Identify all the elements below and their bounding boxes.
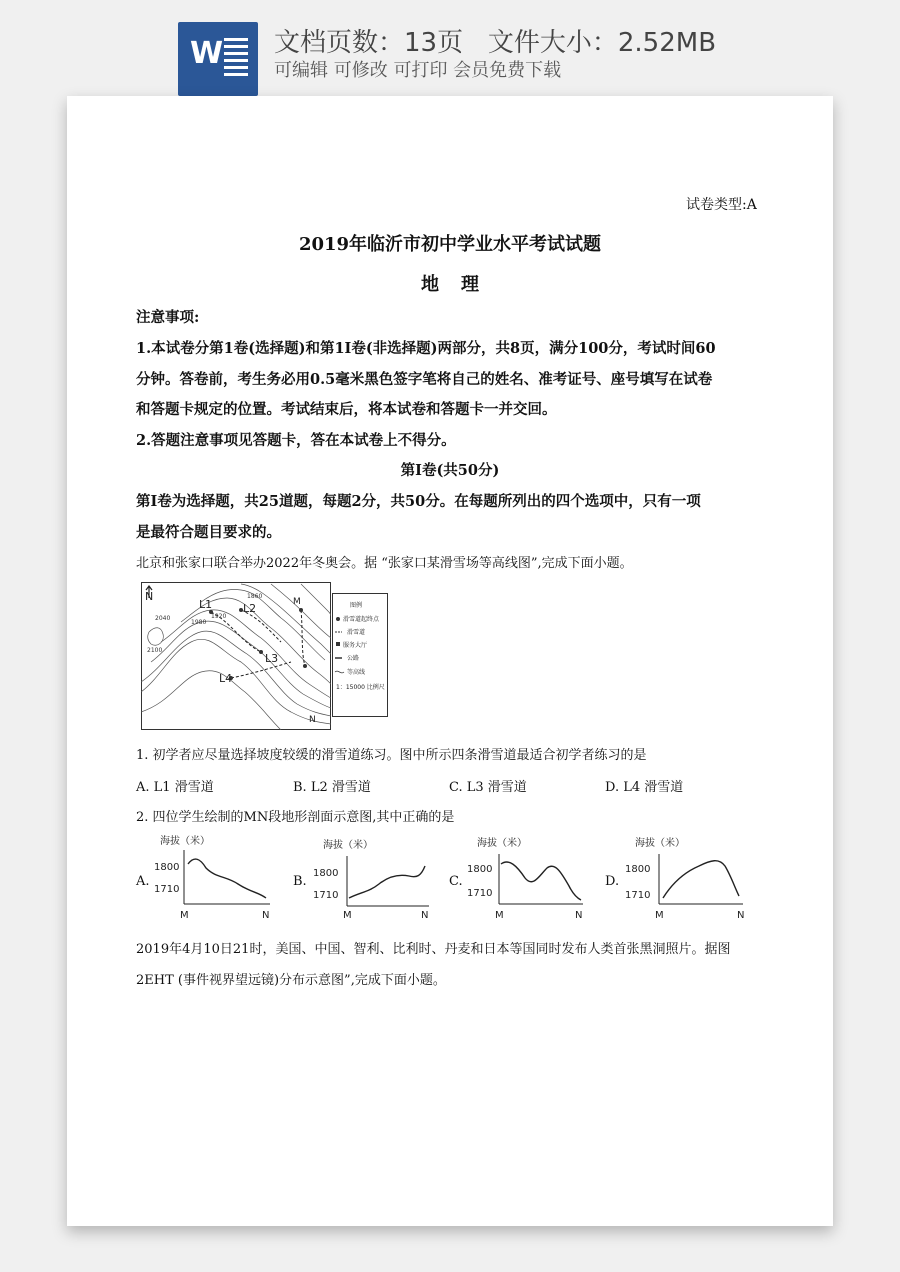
profile-tick: 1800 [467,864,493,875]
q1-option-d: D. L4 滑雪道 [605,780,684,795]
contour-label: 2100 [147,647,163,654]
profile-tick: 1710 [313,890,339,901]
question-1: 1. 初学者应尽量选择坡度较缓的滑雪道练习。图中所示四条滑雪道最适合初学者练习的是 [136,748,647,763]
question-intro-2-line2: 2EHT (事件视界望远镜)分布示意图”,完成下面小题。 [136,973,446,988]
legend-item: 滑雪道起终点 [343,616,380,623]
map-label-l2: L2 [243,602,257,615]
map-label-l4: L4 [219,672,233,685]
question-intro: 北京和张家口联合举办2022年冬奥会。据 “张家口某滑雪场等高线图”,完成下面小题。 [136,556,633,571]
download-banner [0,0,900,96]
profile-x-start: M [495,910,504,921]
profile-line [501,862,581,900]
q2-option-b-label: B. [293,874,307,889]
section-title: 第I卷(共50分) [400,462,500,479]
profile-tick: 1710 [467,888,493,899]
profile-chart-a [154,832,274,922]
profile-tick: 1800 [625,864,651,875]
profile-line [349,866,425,898]
contour-label: 1920 [211,613,227,620]
profile-chart-b [313,832,433,922]
notice-heading: 注意事项: [136,309,200,326]
q2-option-d-label: D. [605,874,620,889]
map-legend [332,593,388,717]
profile-ylabel: 海拔（米） [477,838,527,849]
legend-item: 1：15000 比例尺 [336,684,385,691]
map-label-l1: L1 [199,598,213,611]
doc-stats: 文档页数：13页 文件大小：2.52MB [274,28,717,58]
profile-line [663,861,739,898]
word-doc-icon [178,22,258,96]
profile-x-end: N [262,910,270,921]
profile-line [188,859,266,898]
profile-chart-c [467,832,587,922]
paper-type: 试卷类型:A [686,197,757,213]
doc-features: 可编辑 可修改 可打印 会员免费下载 [274,60,562,81]
profile-tick: 1710 [154,884,180,895]
question-2: 2. 四位学生绘制的MN段地形剖面示意图,其中正确的是 [136,810,455,825]
profile-ylabel: 海拔（米） [160,836,210,847]
legend-item: 等高线 [347,669,366,676]
legend-item: 滑雪道 [347,629,366,636]
profile-tick: 1800 [154,862,180,873]
exam-title: 2019年临沂市初中学业水平考试试题 [298,234,602,255]
q1-option-b: B. L2 滑雪道 [293,780,371,795]
map-label-m: M [293,597,301,607]
section-desc-line2: 是最符合题目要求的。 [136,524,281,541]
profile-x-start: M [180,910,189,921]
profile-ylabel: 海拔（米） [635,838,685,849]
profile-x-end: N [421,910,429,921]
contour-label: 2040 [155,615,171,622]
q2-option-a-label: A. [136,874,150,889]
legend-title: 图例 [350,602,363,609]
q1-option-a: A. L1 滑雪道 [136,780,214,795]
north-arrow-label: N [145,590,154,603]
profile-x-start: M [655,910,664,921]
profile-chart-d [625,832,745,922]
notice-1-line3: 和答题卡规定的位置。考试结束后，将本试卷和答题卡一并交回。 [136,401,557,418]
q1-option-c: C. L3 滑雪道 [449,780,527,795]
question-intro-2-line1: 2019年4月10日21时，美国、中国、智利、比利时、丹麦和日本等国同时发布人类首张黑洞照片。据图 [136,942,731,957]
legend-item: 公路 [347,655,360,662]
q2-option-c-label: C. [449,874,463,889]
legend-item: 服务大厅 [343,642,368,649]
contour-label: 1980 [191,619,207,626]
profile-tick: 1800 [313,868,339,879]
profile-x-end: N [737,910,745,921]
notice-2: 2.答题注意事项见答题卡，答在本试卷上不得分。 [136,432,456,449]
profile-x-start: M [343,910,352,921]
subject-title: 地理 [421,274,501,295]
contour-map [141,582,331,730]
map-label-l3: L3 [265,652,279,665]
profile-ylabel: 海拔（米） [323,840,373,851]
section-desc-line1: 第I卷为选择题，共25道题，每题2分，共50分。在每题所列出的四个选项中，只有一项 [136,493,701,510]
profile-x-end: N [575,910,583,921]
notice-1-line2: 分钟。答卷前，考生务必用0.5毫米黑色签字笔将自己的姓名、准考证号、座号填写在试卷 [136,371,713,388]
word-logo-letter: W [190,36,224,71]
document-page [67,96,833,1226]
notice-1-line1: 1.本试卷分第1卷(选择题)和第1I卷(非选择题)两部分，共8页，满分100分，考试时间60 [136,340,716,357]
profile-tick: 1710 [625,890,651,901]
map-label-n: N [309,715,316,725]
contour-label: 1860 [247,593,263,600]
